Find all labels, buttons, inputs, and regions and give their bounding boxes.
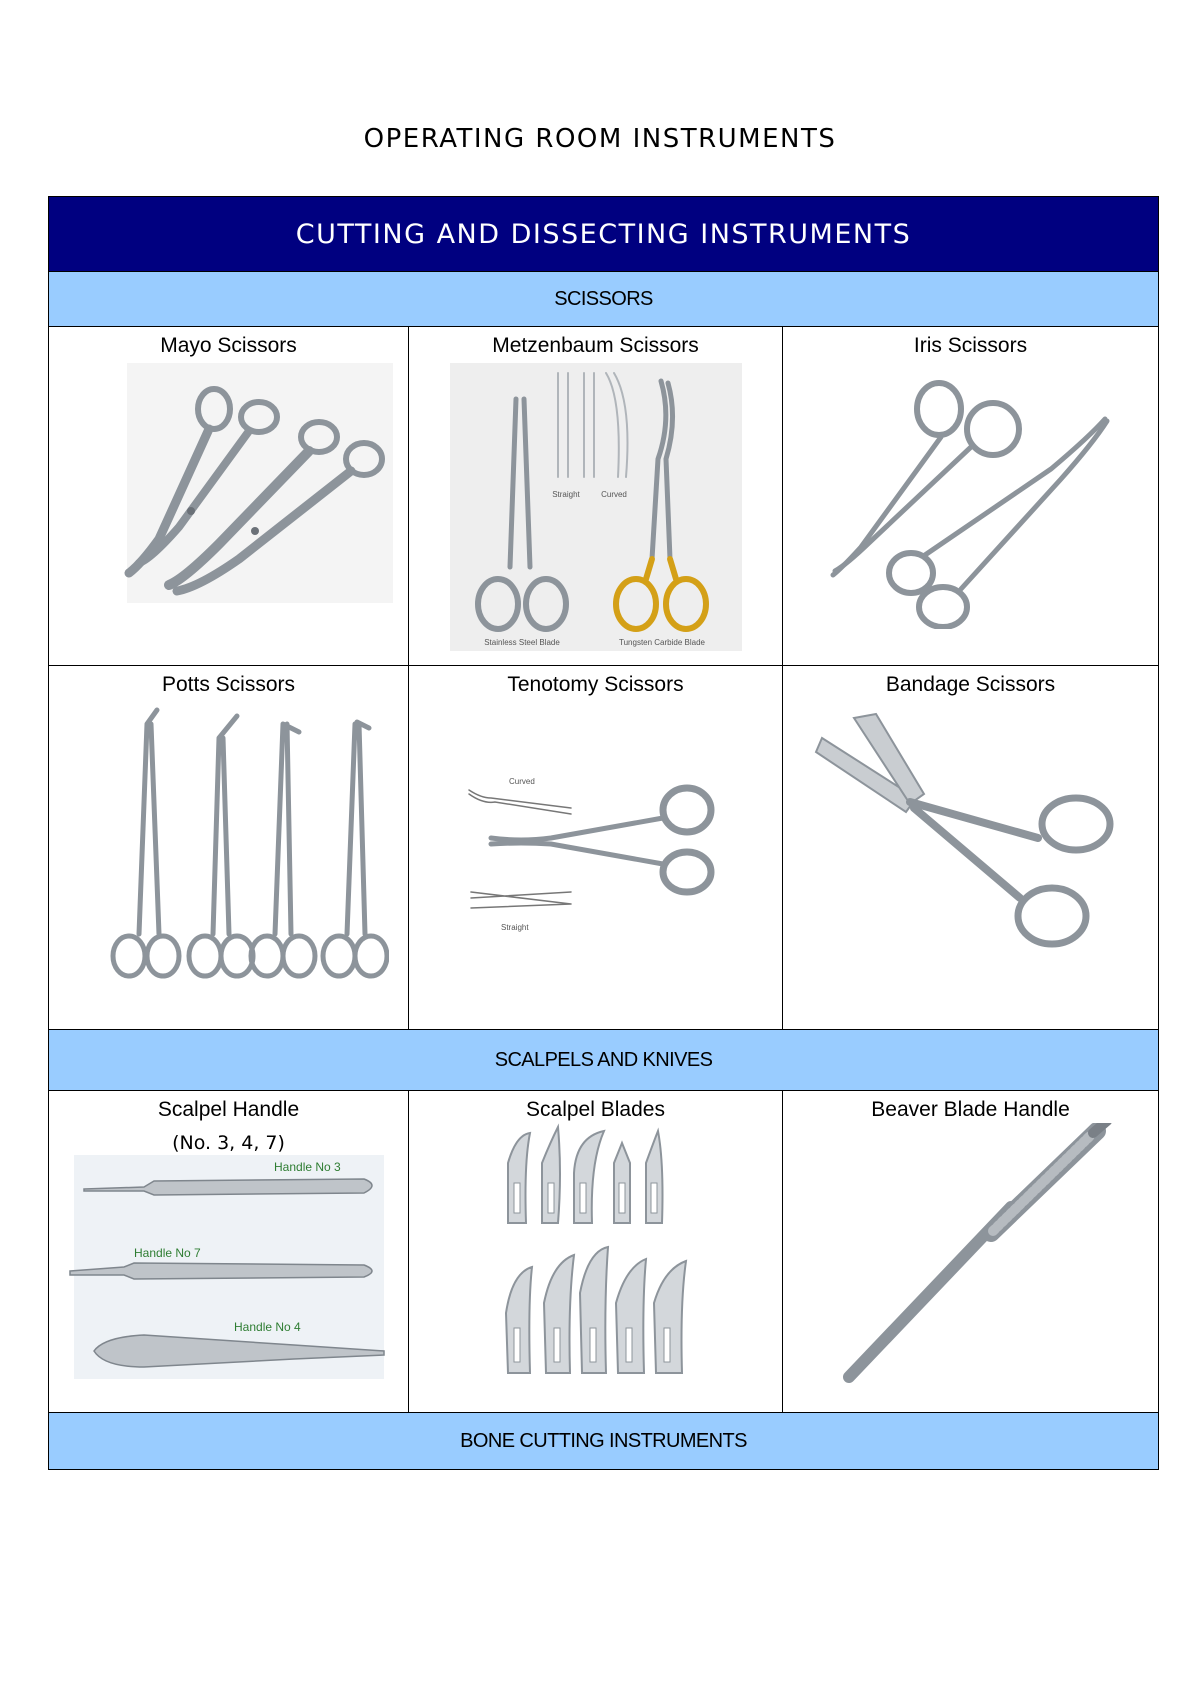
- iris-scissors-image: [821, 359, 1121, 629]
- beaver-blade-handle-image: [821, 1123, 1121, 1393]
- potts-scissors-image: [69, 698, 389, 998]
- page-title: OPERATING ROOM INSTRUMENTS: [363, 124, 837, 154]
- scissors-group-header: SCISSORS: [49, 272, 1159, 327]
- tenotomy-straight-text: Straight: [500, 923, 529, 932]
- handle-no-4-text: Handle No 4: [233, 1320, 301, 1334]
- metzenbaum-carbide-text: Tungsten Carbide Blade: [618, 638, 705, 647]
- cell-scalpel-handle: [49, 1091, 409, 1413]
- scalpel-blades-image: [496, 1123, 696, 1393]
- mayo-scissors-image: [59, 359, 399, 605]
- metzenbaum-steel-text: Stainless Steel Blade: [483, 638, 560, 647]
- cell-potts-scissors: [49, 666, 409, 1030]
- cell-beaver-blade-handle: [783, 1091, 1159, 1413]
- metzenbaum-straight-text: Straight: [551, 490, 580, 499]
- tenotomy-curved-text: Curved: [508, 777, 535, 786]
- metzenbaum-curved-text: Curved: [600, 490, 627, 499]
- mayo-scissors-label: Mayo Scissors: [160, 334, 297, 357]
- cell-tenotomy-scissors: [409, 666, 783, 1030]
- scalpels-group-header: SCALPELS AND KNIVES: [49, 1030, 1159, 1091]
- potts-scissors-label: Potts Scissors: [161, 673, 296, 696]
- cell-iris-scissors: [783, 327, 1159, 666]
- cell-mayo-scissors: [49, 327, 409, 666]
- scalpel-handle-image: [64, 1155, 394, 1385]
- cell-scalpel-blades: [409, 1091, 783, 1413]
- handle-no-3-text: Handle No 3: [273, 1160, 341, 1174]
- tenotomy-scissors-label: Tenotomy Scissors: [507, 673, 684, 696]
- handle-no-7-text: Handle No 7: [133, 1246, 201, 1260]
- metzenbaum-scissors-label: Metzenbaum Scissors: [492, 334, 699, 357]
- beaver-blade-handle-label: Beaver Blade Handle: [871, 1098, 1070, 1121]
- iris-scissors-label: Iris Scissors: [913, 334, 1028, 357]
- section-header: CUTTING AND DISSECTING INSTRUMENTS: [49, 197, 1159, 272]
- metzenbaum-scissors-image: [446, 359, 746, 655]
- instrument-table: [48, 196, 1159, 1470]
- bandage-scissors-image: [806, 698, 1136, 978]
- bone-group-header: BONE CUTTING INSTRUMENTS: [49, 1413, 1159, 1470]
- scalpel-blades-label: Scalpel Blades: [526, 1098, 665, 1121]
- cell-metzenbaum-scissors: [409, 327, 783, 666]
- cell-bandage-scissors: [783, 666, 1159, 1030]
- scalpel-handle-label: Scalpel Handle: [157, 1098, 300, 1121]
- tenotomy-scissors-image: [451, 698, 741, 998]
- scalpel-handle-sublabel: (No. 3, 4, 7): [172, 1132, 285, 1154]
- bandage-scissors-label: Bandage Scissors: [885, 673, 1056, 696]
